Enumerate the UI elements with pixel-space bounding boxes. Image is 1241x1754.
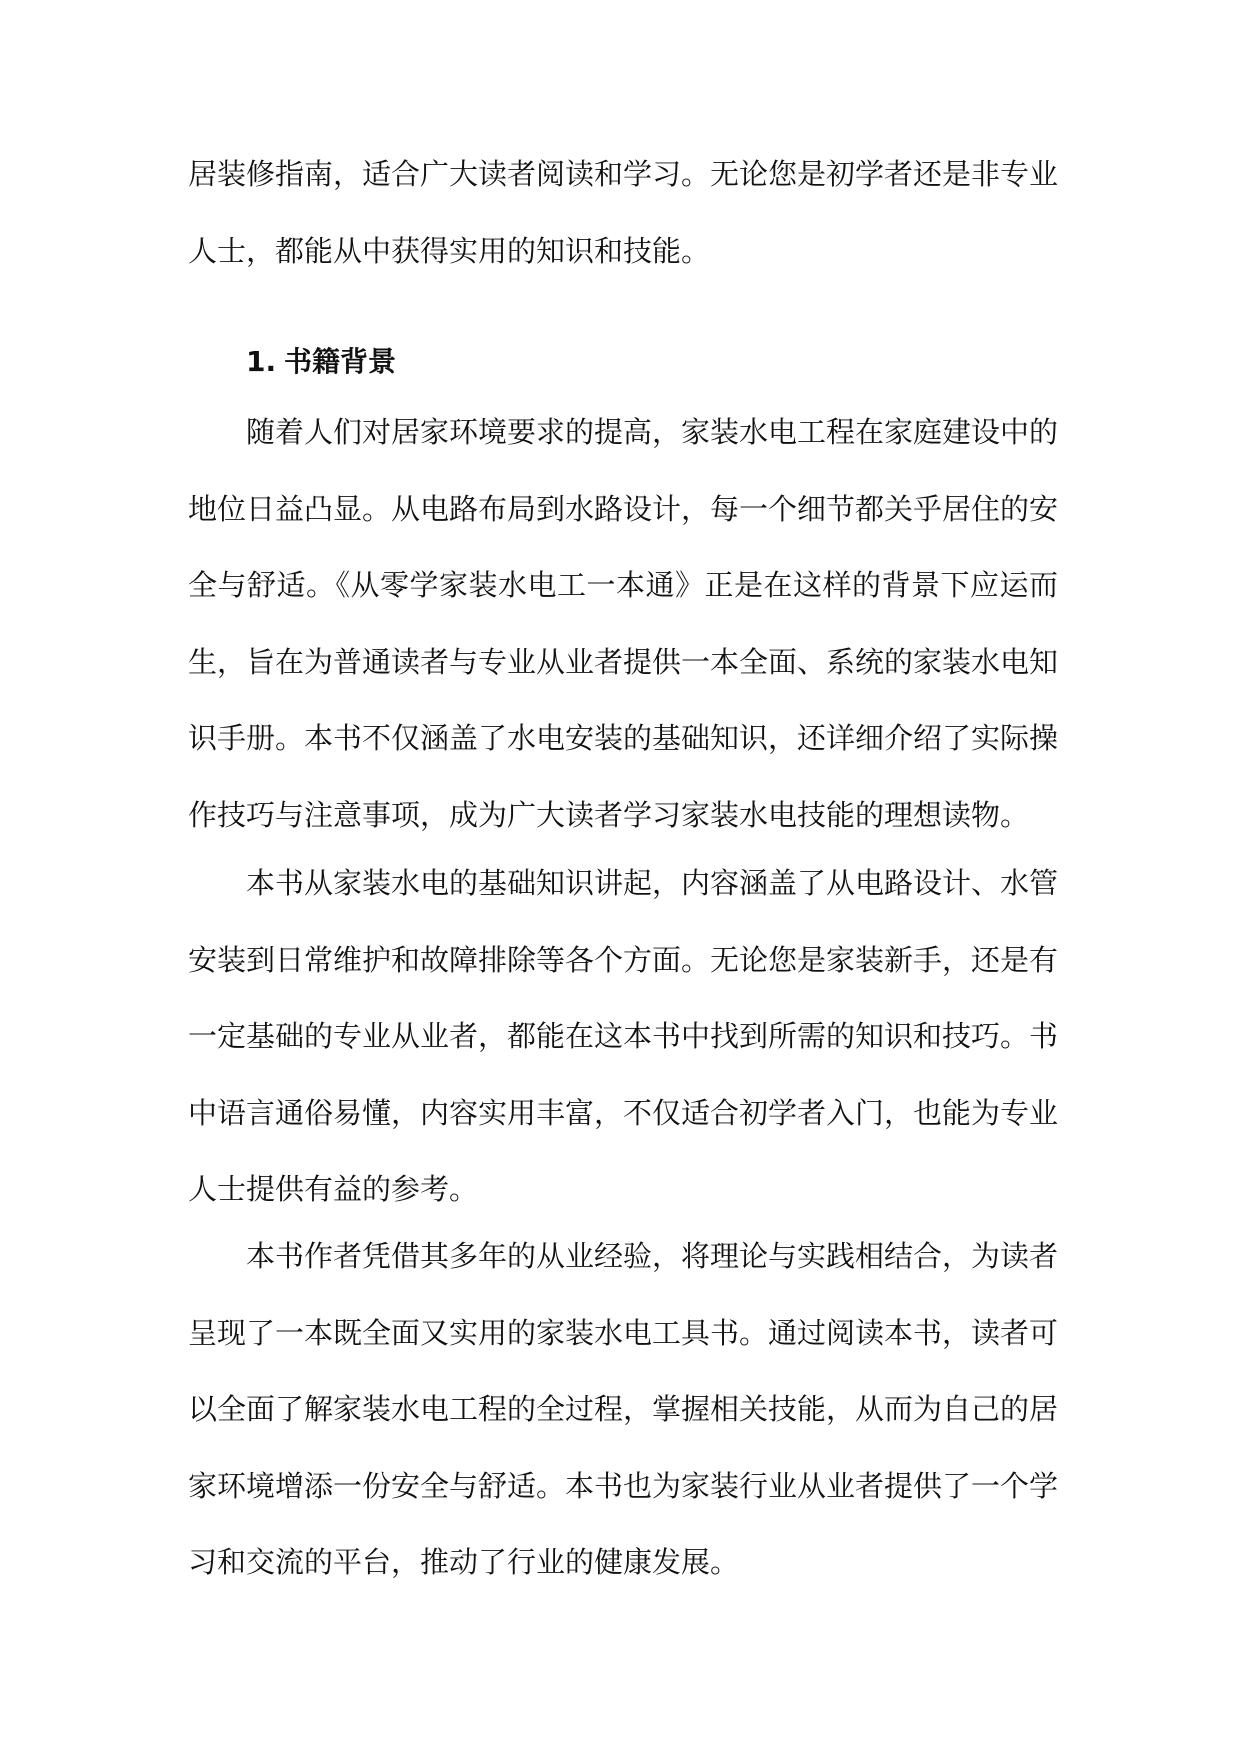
section-number: 1. (246, 345, 277, 378)
body-paragraph (188, 845, 1058, 1228)
paragraph-text: 本书从家装水电的基础知识讲起，内容涵盖了从电路设计、水管安装到日常维护和故障排除等各个方面。无论您是家装新手，还是有一定基础的专业从业者，都能在这本书中找到所需的知识和技巧。书中语言通俗易懂，内容实用丰富，不仅适合初学者入门，也能为专业人士提供有益的参考。 (188, 866, 1059, 1206)
paragraph-text: 居装修指南，适合广大读者阅读和学习。无论您是初学者还是非专业人士，都能从中获得实用的知识和技能。 (188, 157, 1059, 268)
intro-paragraph (188, 136, 1058, 289)
body-paragraph (188, 1218, 1058, 1601)
body-paragraph (188, 394, 1058, 853)
section-heading (246, 324, 1116, 401)
paragraph-text: 本书作者凭借其多年的从业经验，将理论与实践相结合，为读者呈现了一本既全面又实用的家装水电工具书。通过阅读本书，读者可以全面了解家装水电工程的全过程，掌握相关技能，从而为自己的居家环境增添一份安全与舒适。本书也为家装行业从业者提供了一个学习和交流的平台，推动了行业的健康发展。 (188, 1239, 1059, 1579)
paragraph-text: 随着人们对居家环境要求的提高，家装水电工程在家庭建设中的地位日益凸显。从电路布局到水路设计，每一个细节都关乎居住的安全与舒适。《从零学家装水电工一本通》正是在这样的背景下应运而生，旨在为普通读者与专业从业者提供一本全面、系统的家装水电知识手册。本书不仅涵盖了水电安装的基础知识，还详细介绍了实际操作技巧与注意事项，成为广大读者学习家装水电技能的理想读物。 (188, 415, 1059, 832)
section-title: 书籍背景 (284, 345, 397, 378)
